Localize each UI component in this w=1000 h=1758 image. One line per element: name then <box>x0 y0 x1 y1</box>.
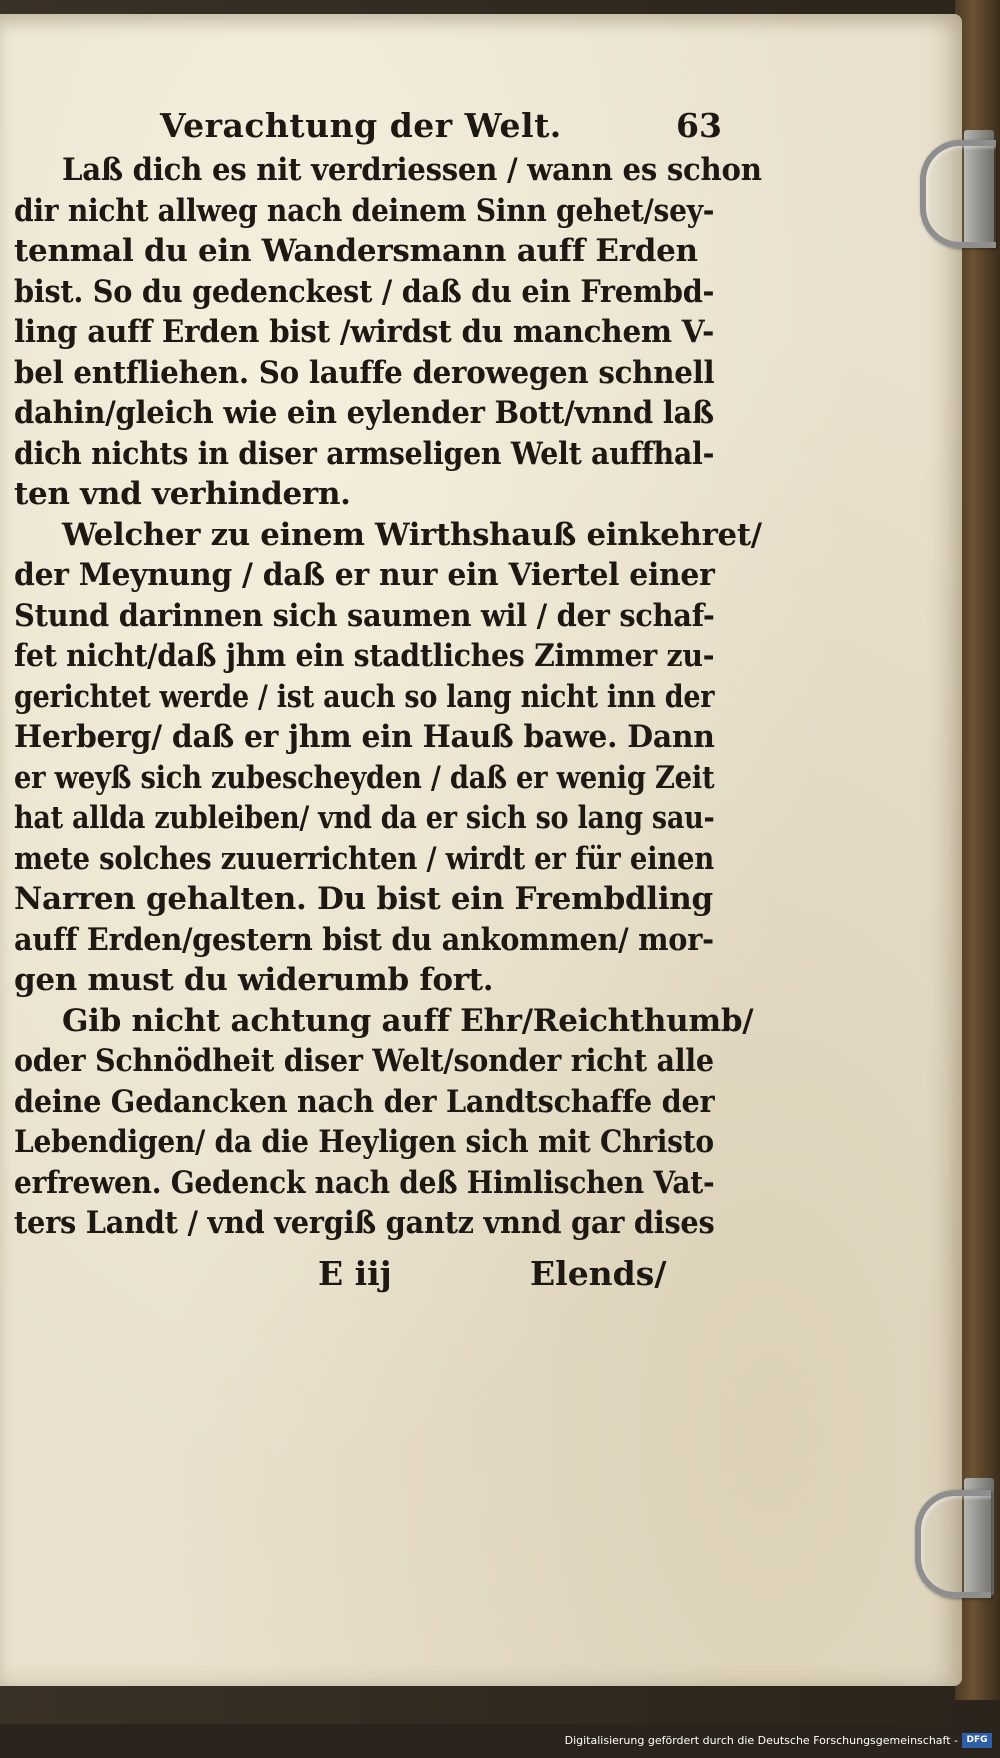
text-line: Lebendigen/ da die Heyligen sich mit Christo <box>14 1124 714 1160</box>
page-text <box>0 14 962 1686</box>
text-line: fet nicht/daß jhm ein stadtliches Zimmer zu- <box>14 638 715 674</box>
text-line: Welcher zu einem Wirthshauß einkehret/ <box>62 516 762 553</box>
text-line: auff Erden/gestern bist du ankommen/ mor- <box>14 921 714 958</box>
text-line: der Meynung / daß er nur ein Viertel einer <box>14 557 715 593</box>
digitization-credit: Digitalisierung gefördert durch die Deutsche Forschungsgemeinschaft - <box>564 1734 958 1747</box>
text-line: bel entfliehen. So lauffe derowegen schnell <box>14 354 715 391</box>
text-line: oder Schnödheit diser Welt/sonder richt alle <box>14 1043 714 1079</box>
text-line: gen must du widerumb fort. <box>14 962 494 998</box>
text-line: ten vnd verhindern. <box>14 476 351 512</box>
running-title: Verachtung der Welt. <box>160 106 562 145</box>
text-line: gerichtet werde / ist auch so lang nicht inn der <box>14 678 715 715</box>
text-line: dir nicht allweg nach deinem Sinn gehet/sey- <box>14 192 715 229</box>
book-page <box>0 14 962 1686</box>
text-line: Herberg/ daß er jhm ein Hauß bawe. Dann <box>14 719 715 755</box>
text-line: mete solches zuuerrichten / wirdt er für einen <box>14 840 715 877</box>
text-line: ling auff Erden bist /wirdst du manchem V- <box>14 314 715 350</box>
text-line: ters Landt / vnd vergiß gantz vnnd gar dises <box>14 1205 715 1241</box>
text-line: dich nichts in diser armseligen Welt auffhal- <box>14 435 715 472</box>
clasp-bottom <box>915 1490 991 1598</box>
text-line: Gib nicht achtung auff Ehr/Reichthumb/ <box>62 1002 754 1039</box>
text-line: erfrewen. Gedenck nach deß Himlischen Vat- <box>14 1164 715 1201</box>
signature-mark: E iij <box>318 1254 392 1293</box>
text-line: deine Gedancken nach der Landtschaffe der <box>14 1083 715 1120</box>
text-line: Narren gehalten. Du bist ein Frembdling <box>14 881 713 917</box>
clasp-top <box>920 140 996 248</box>
text-line: Laß dich es nit verdriessen / wann es schon <box>62 152 762 188</box>
catchword: Elends/ <box>530 1254 667 1293</box>
text-line: Stund darinnen sich saumen wil / der schaf- <box>14 597 715 634</box>
dfg-logo: DFG <box>962 1733 992 1748</box>
text-line: er weyß sich zubescheyden / daß er wenig Zeit <box>14 759 715 796</box>
text-line: bist. So du gedenckest / daß du ein Frembd- <box>14 273 715 310</box>
text-line: tenmal du ein Wandersmann auff Erden <box>14 233 698 269</box>
page-number: 63 <box>676 106 722 145</box>
text-line: hat allda zubleiben/ vnd da er sich so lang sau- <box>14 800 715 836</box>
text-line: dahin/gleich wie ein eylender Bott/vnnd laß <box>14 395 714 431</box>
